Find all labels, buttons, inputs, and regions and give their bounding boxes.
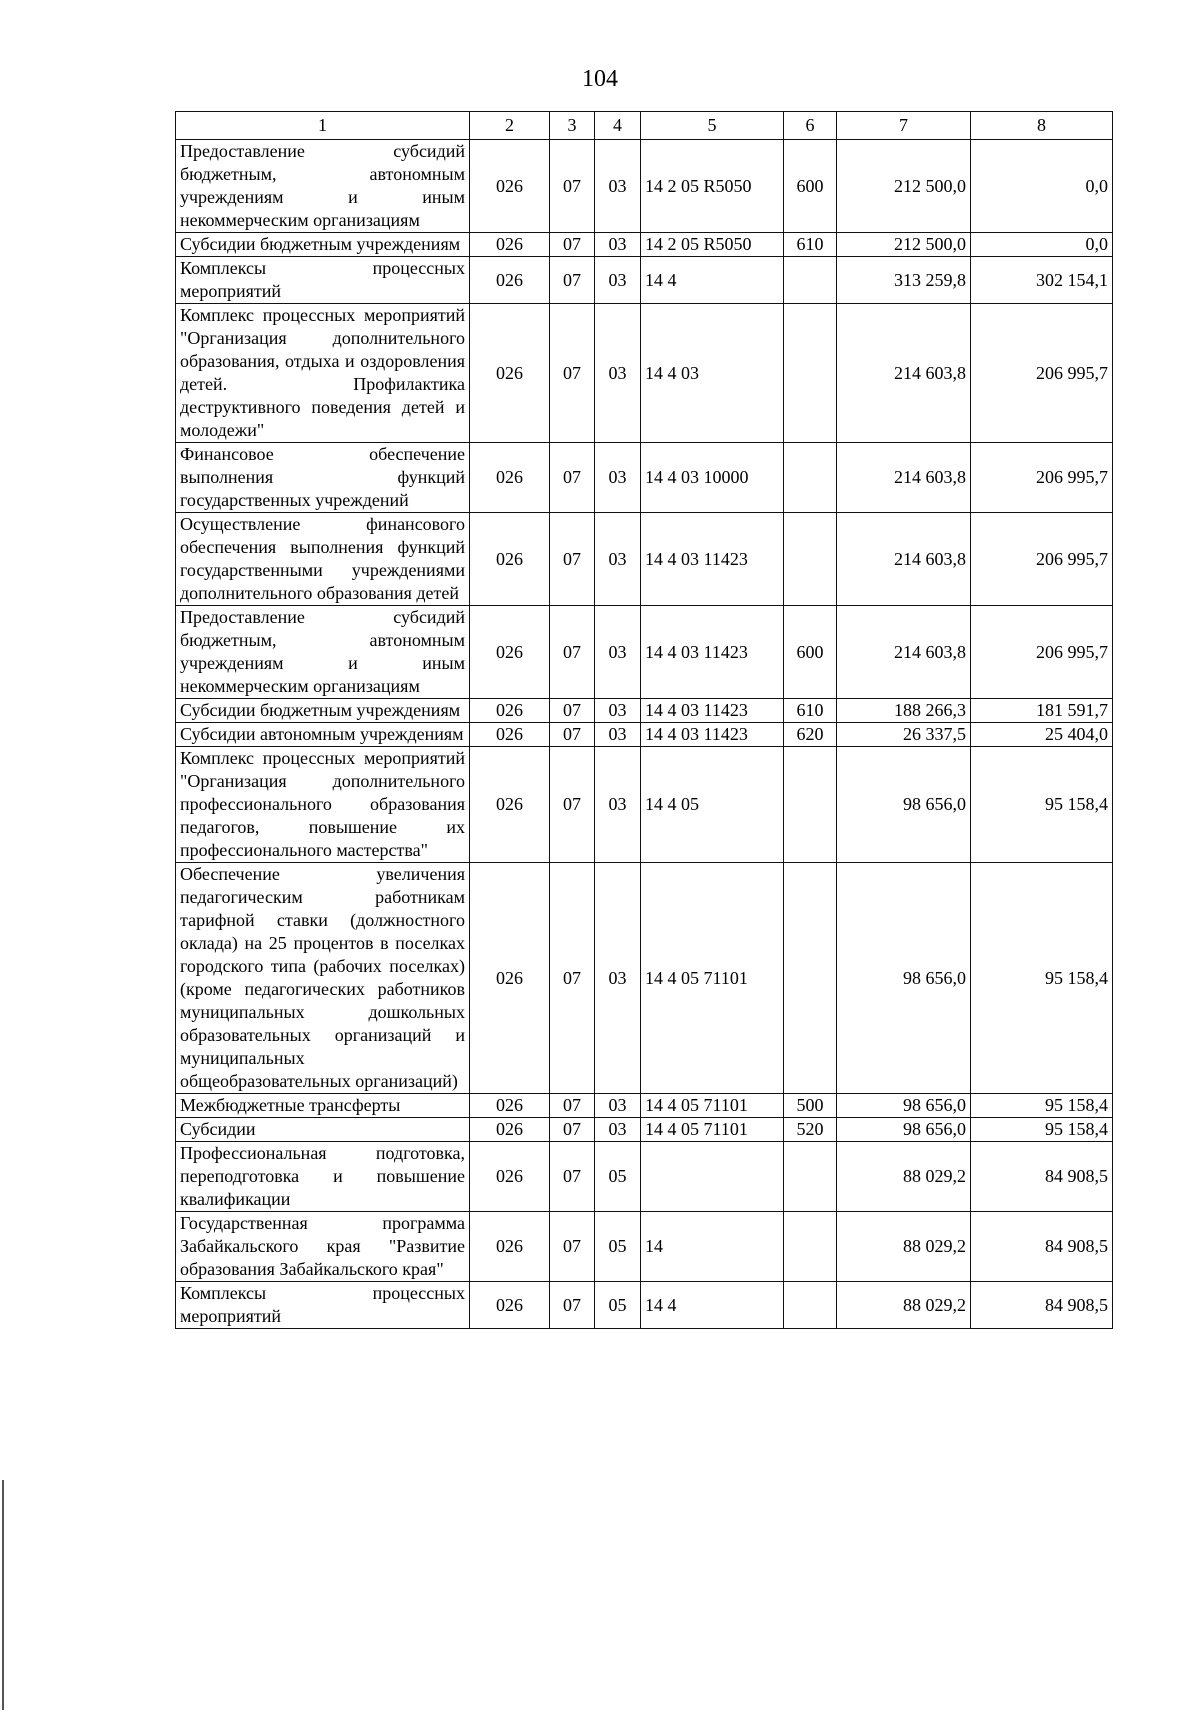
admin-code-cell: 026 xyxy=(470,1212,550,1282)
scan-edge-mark xyxy=(2,1480,4,1710)
admin-code-cell: 026 xyxy=(470,140,550,233)
table-row xyxy=(176,140,1113,233)
amount-col7-cell: 214 603,8 xyxy=(837,606,971,699)
subsection-code-cell: 05 xyxy=(595,1282,641,1329)
row-name-cell: Осуществление финансового обеспечения выполнения функций государственными учреждениями дополнительного образования детей xyxy=(176,513,470,606)
subsection-code-cell: 03 xyxy=(595,863,641,1094)
header-cell: 4 xyxy=(595,112,641,140)
section-code-cell: 07 xyxy=(550,257,595,304)
table-row xyxy=(176,747,1113,863)
table-row xyxy=(176,304,1113,443)
header-cell: 5 xyxy=(641,112,784,140)
expense-type-cell xyxy=(784,1142,837,1212)
admin-code-cell: 026 xyxy=(470,257,550,304)
amount-col7-cell: 313 259,8 xyxy=(837,257,971,304)
section-code-cell: 07 xyxy=(550,606,595,699)
amount-col7-cell: 98 656,0 xyxy=(837,1094,971,1118)
section-code-cell: 07 xyxy=(550,513,595,606)
header-cell: 1 xyxy=(176,112,470,140)
row-name-cell: Предоставление субсидий бюджетным, автономным учреждениям и иным некоммерческим организациям xyxy=(176,606,470,699)
admin-code-cell: 026 xyxy=(470,1094,550,1118)
amount-col7-cell: 212 500,0 xyxy=(837,140,971,233)
table-row xyxy=(176,863,1113,1094)
table-row xyxy=(176,723,1113,747)
amount-col7-cell: 98 656,0 xyxy=(837,747,971,863)
expense-type-cell xyxy=(784,304,837,443)
expense-type-cell: 610 xyxy=(784,233,837,257)
expense-type-cell xyxy=(784,257,837,304)
amount-col8-cell: 95 158,4 xyxy=(971,1118,1113,1142)
row-name-cell: Обеспечение увеличения педагогическим работникам тарифной ставки (должностного оклада) на 25 процентов в поселках городского типа (рабочих поселках) (кроме педагогических работников муниципальных дошкольных образовательных организаций и муниципальных общеобразовательных организаций) xyxy=(176,863,470,1094)
page-number: 104 xyxy=(582,66,618,92)
amount-col8-cell: 302 154,1 xyxy=(971,257,1113,304)
target-article-cell: 14 xyxy=(641,1212,784,1282)
header-cell: 6 xyxy=(784,112,837,140)
header-cell: 8 xyxy=(971,112,1113,140)
target-article-cell: 14 4 05 71101 xyxy=(641,863,784,1094)
subsection-code-cell: 03 xyxy=(595,1118,641,1142)
admin-code-cell: 026 xyxy=(470,723,550,747)
table-row xyxy=(176,513,1113,606)
section-code-cell: 07 xyxy=(550,1094,595,1118)
table-header-row xyxy=(176,112,1113,140)
amount-col7-cell: 88 029,2 xyxy=(837,1212,971,1282)
expense-type-cell xyxy=(784,1282,837,1329)
subsection-code-cell: 03 xyxy=(595,747,641,863)
target-article-cell: 14 4 xyxy=(641,257,784,304)
expense-type-cell: 610 xyxy=(784,699,837,723)
row-name-cell: Субсидии автономным учреждениям xyxy=(176,723,470,747)
row-name-cell: Комплекс процессных мероприятий "Организация дополнительного профессионального образования педагогов, повышение их профессионального мастерства" xyxy=(176,747,470,863)
subsection-code-cell: 03 xyxy=(595,140,641,233)
section-code-cell: 07 xyxy=(550,1142,595,1212)
amount-col8-cell: 206 995,7 xyxy=(971,606,1113,699)
target-article-cell: 14 2 05 R5050 xyxy=(641,233,784,257)
target-article-cell: 14 4 03 11423 xyxy=(641,513,784,606)
table-row xyxy=(176,233,1113,257)
section-code-cell: 07 xyxy=(550,699,595,723)
table-row xyxy=(176,1212,1113,1282)
amount-col7-cell: 98 656,0 xyxy=(837,1118,971,1142)
amount-col7-cell: 214 603,8 xyxy=(837,443,971,513)
row-name-cell: Государственная программа Забайкальского края "Развитие образования Забайкальского края" xyxy=(176,1212,470,1282)
admin-code-cell: 026 xyxy=(470,606,550,699)
subsection-code-cell: 03 xyxy=(595,513,641,606)
admin-code-cell: 026 xyxy=(470,699,550,723)
target-article-cell: 14 4 03 11423 xyxy=(641,723,784,747)
expense-type-cell xyxy=(784,863,837,1094)
table-row xyxy=(176,1282,1113,1329)
target-article-cell: 14 4 xyxy=(641,1282,784,1329)
budget-table xyxy=(175,111,1113,1329)
target-article-cell: 14 2 05 R5050 xyxy=(641,140,784,233)
admin-code-cell: 026 xyxy=(470,304,550,443)
subsection-code-cell: 03 xyxy=(595,233,641,257)
amount-col7-cell: 212 500,0 xyxy=(837,233,971,257)
amount-col8-cell: 0,0 xyxy=(971,140,1113,233)
subsection-code-cell: 05 xyxy=(595,1212,641,1282)
admin-code-cell: 026 xyxy=(470,1282,550,1329)
target-article-cell: 14 4 03 11423 xyxy=(641,699,784,723)
subsection-code-cell: 03 xyxy=(595,699,641,723)
subsection-code-cell: 05 xyxy=(595,1142,641,1212)
amount-col8-cell: 84 908,5 xyxy=(971,1282,1113,1329)
expense-type-cell xyxy=(784,443,837,513)
row-name-cell: Финансовое обеспечение выполнения функций государственных учреждений xyxy=(176,443,470,513)
section-code-cell: 07 xyxy=(550,140,595,233)
table-row xyxy=(176,606,1113,699)
table-row xyxy=(176,1142,1113,1212)
section-code-cell: 07 xyxy=(550,443,595,513)
table-row xyxy=(176,443,1113,513)
section-code-cell: 07 xyxy=(550,1118,595,1142)
expense-type-cell xyxy=(784,1212,837,1282)
row-name-cell: Комплексы процессных мероприятий xyxy=(176,1282,470,1329)
amount-col7-cell: 88 029,2 xyxy=(837,1282,971,1329)
row-name-cell: Субсидии бюджетным учреждениям xyxy=(176,233,470,257)
subsection-code-cell: 03 xyxy=(595,304,641,443)
subsection-code-cell: 03 xyxy=(595,1094,641,1118)
table-row xyxy=(176,257,1113,304)
section-code-cell: 07 xyxy=(550,304,595,443)
expense-type-cell: 600 xyxy=(784,606,837,699)
target-article-cell: 14 4 03 10000 xyxy=(641,443,784,513)
target-article-cell: 14 4 05 71101 xyxy=(641,1094,784,1118)
row-name-cell: Комплексы процессных мероприятий xyxy=(176,257,470,304)
row-name-cell: Предоставление субсидий бюджетным, автономным учреждениям и иным некоммерческим организациям xyxy=(176,140,470,233)
admin-code-cell: 026 xyxy=(470,863,550,1094)
amount-col7-cell: 214 603,8 xyxy=(837,304,971,443)
amount-col8-cell: 0,0 xyxy=(971,233,1113,257)
target-article-cell: 14 4 03 xyxy=(641,304,784,443)
row-name-cell: Субсидии xyxy=(176,1118,470,1142)
amount-col8-cell: 206 995,7 xyxy=(971,513,1113,606)
row-name-cell: Межбюджетные трансферты xyxy=(176,1094,470,1118)
table-row xyxy=(176,699,1113,723)
target-article-cell: 14 4 05 xyxy=(641,747,784,863)
subsection-code-cell: 03 xyxy=(595,443,641,513)
amount-col7-cell: 26 337,5 xyxy=(837,723,971,747)
header-cell: 2 xyxy=(470,112,550,140)
subsection-code-cell: 03 xyxy=(595,723,641,747)
section-code-cell: 07 xyxy=(550,723,595,747)
target-article-cell: 14 4 05 71101 xyxy=(641,1118,784,1142)
table-row xyxy=(176,1094,1113,1118)
expense-type-cell: 500 xyxy=(784,1094,837,1118)
admin-code-cell: 026 xyxy=(470,1118,550,1142)
row-name-cell: Комплекс процессных мероприятий "Организация дополнительного образования, отдыха и оздоровления детей. Профилактика деструктивного поведения детей и молодежи" xyxy=(176,304,470,443)
admin-code-cell: 026 xyxy=(470,443,550,513)
amount-col8-cell: 84 908,5 xyxy=(971,1142,1113,1212)
expense-type-cell: 600 xyxy=(784,140,837,233)
amount-col8-cell: 25 404,0 xyxy=(971,723,1113,747)
amount-col8-cell: 95 158,4 xyxy=(971,863,1113,1094)
section-code-cell: 07 xyxy=(550,1212,595,1282)
amount-col8-cell: 181 591,7 xyxy=(971,699,1113,723)
amount-col7-cell: 214 603,8 xyxy=(837,513,971,606)
expense-type-cell: 620 xyxy=(784,723,837,747)
subsection-code-cell: 03 xyxy=(595,257,641,304)
target-article-cell: 14 4 03 11423 xyxy=(641,606,784,699)
row-name-cell: Профессиональная подготовка, переподготовка и повышение квалификации xyxy=(176,1142,470,1212)
amount-col7-cell: 188 266,3 xyxy=(837,699,971,723)
amount-col8-cell: 206 995,7 xyxy=(971,304,1113,443)
amount-col8-cell: 84 908,5 xyxy=(971,1212,1113,1282)
admin-code-cell: 026 xyxy=(470,747,550,863)
admin-code-cell: 026 xyxy=(470,1142,550,1212)
section-code-cell: 07 xyxy=(550,747,595,863)
admin-code-cell: 026 xyxy=(470,233,550,257)
expense-type-cell xyxy=(784,747,837,863)
amount-col8-cell: 206 995,7 xyxy=(971,443,1113,513)
subsection-code-cell: 03 xyxy=(595,606,641,699)
section-code-cell: 07 xyxy=(550,863,595,1094)
row-name-cell: Субсидии бюджетным учреждениям xyxy=(176,699,470,723)
table-row xyxy=(176,1118,1113,1142)
admin-code-cell: 026 xyxy=(470,513,550,606)
amount-col7-cell: 88 029,2 xyxy=(837,1142,971,1212)
expense-type-cell xyxy=(784,513,837,606)
section-code-cell: 07 xyxy=(550,233,595,257)
amount-col8-cell: 95 158,4 xyxy=(971,1094,1113,1118)
header-cell: 3 xyxy=(550,112,595,140)
section-code-cell: 07 xyxy=(550,1282,595,1329)
target-article-cell xyxy=(641,1142,784,1212)
expense-type-cell: 520 xyxy=(784,1118,837,1142)
amount-col8-cell: 95 158,4 xyxy=(971,747,1113,863)
amount-col7-cell: 98 656,0 xyxy=(837,863,971,1094)
header-cell: 7 xyxy=(837,112,971,140)
